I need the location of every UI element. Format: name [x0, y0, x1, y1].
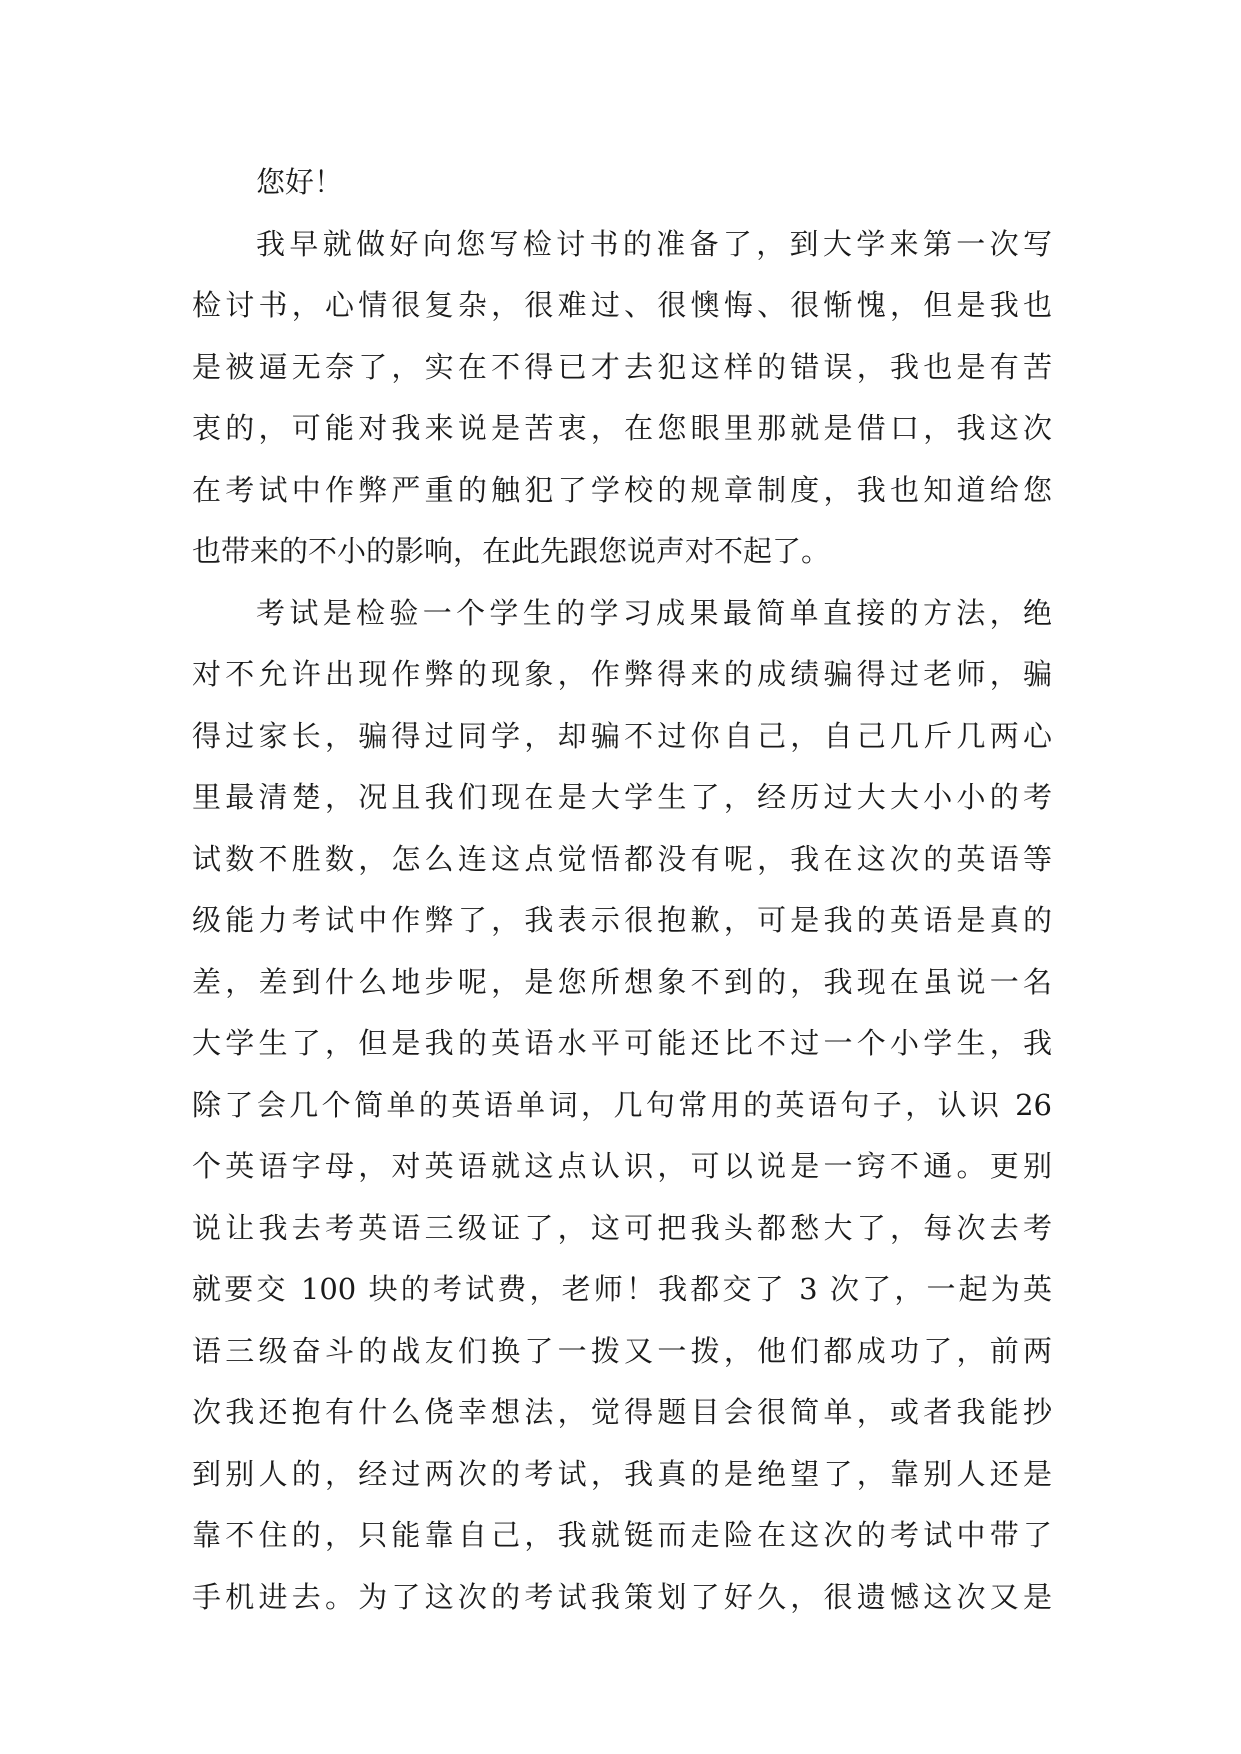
text-line: 大学生了，但是我的英语水平可能还比不过一个小学生，我: [192, 1026, 1052, 1060]
text-line: 级能力考试中作弊了，我表示很抱歉，可是我的英语是真的: [192, 903, 1052, 937]
text-line: 除了会几个简单的英语单词，几句常用的英语句子，认识 26: [192, 1087, 1052, 1122]
text-line: 语三级奋斗的战友们换了一拨又一拨，他们都成功了，前两: [192, 1333, 1052, 1368]
text-line: 手机进去。为了这次的考试我策划了好久，很遗憾这次又是: [192, 1579, 1052, 1614]
text-line: 是被逼无奈了，实在不得已才去犯这样的错误，我也是有苦: [192, 349, 1052, 384]
text-line: 考试是检验一个学生的学习成果最简单直接的方法，绝: [256, 595, 1052, 630]
text-line: 差，差到什么地步呢，是您所想象不到的，我现在虽说一名: [192, 964, 1052, 999]
text-line: 就要交 100 块的考试费，老师！我都交了 3 次了，一起为英: [192, 1272, 1052, 1306]
letter-body: [192, 152, 1052, 1628]
text-line: 试数不胜数，怎么连这点觉悟都没有呢，我在这次的英语等: [192, 841, 1052, 876]
text-line: 次我还抱有什么侥幸想法，觉得题目会很简单，或者我能抄: [192, 1395, 1052, 1429]
text-line: 个英语字母，对英语就这点认识，可以说是一窍不通。更别: [192, 1149, 1052, 1183]
text-line: 对不允许出现作弊的现象，作弊得来的成绩骗得过老师，骗: [192, 657, 1052, 691]
text-line: 检讨书，心情很复杂，很难过、很懊悔、很惭愧，但是我也: [192, 288, 1052, 322]
text-line: 说让我去考英语三级证了，这可把我头都愁大了，每次去考: [192, 1210, 1052, 1245]
text-line: 在考试中作弊严重的触犯了学校的规章制度，我也知道给您: [192, 472, 1052, 507]
text-line: 也带来的不小的影响，在此先跟您说声对不起了。: [192, 534, 831, 568]
paragraph-1: [192, 214, 1052, 583]
text-line: 到别人的，经过两次的考试，我真的是绝望了，靠别人还是: [192, 1456, 1052, 1491]
text-line: 得过家长，骗得过同学，却骗不过你自己，自己几斤几两心: [192, 718, 1052, 753]
text-line: 靠不住的，只能靠自己，我就铤而走险在这次的考试中带了: [192, 1518, 1052, 1552]
greeting: 您好！: [256, 165, 344, 199]
text-line: 我早就做好向您写检讨书的准备了，到大学来第一次写: [256, 226, 1052, 261]
paragraph-2: [192, 583, 1052, 1629]
text-line: 衷的，可能对我来说是苦衷，在您眼里那就是借口，我这次: [192, 411, 1052, 445]
text-line: 里最清楚，况且我们现在是大学生了，经历过大大小小的考: [192, 780, 1052, 814]
